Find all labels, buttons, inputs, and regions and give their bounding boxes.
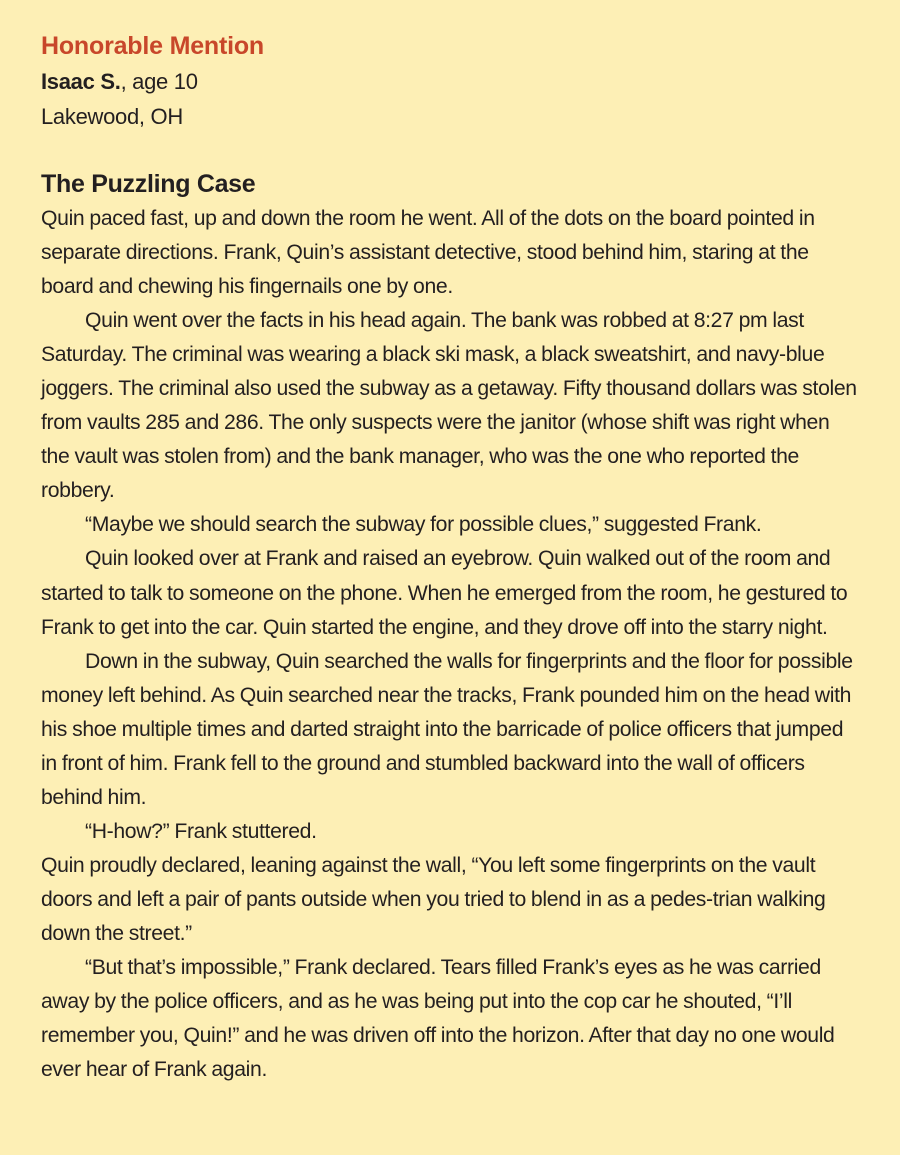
author-line — [41, 64, 858, 99]
author-location: Lakewood, OH — [41, 104, 183, 129]
story-body — [41, 202, 858, 1087]
story-paragraph: Down in the subway, Quin searched the walls for fingerprints and the floor for possible money left behind. As Quin searched near the tracks, Frank pounded him on the head with his shoe multiple times and darted straight into the barricade of police officers that jumped in front of him. Frank fell to the ground and stumbled backward into the wall of officers behind him. — [41, 649, 853, 809]
story-paragraph: Quin looked over at Frank and raised an eyebrow. Quin walked out of the room and started to talk to someone on the phone. When he emerged from the room, he gestured to Frank to get into the car. Quin started the engine, and they drove off into the starry night. — [41, 547, 848, 639]
story-title: The Puzzling Case — [41, 170, 256, 198]
story-paragraph: “But that’s impossible,” Frank declared. Tears filled Frank’s eyes as he was carried away by the police officers, and as he was being put into the cop car he shouted, “I’ll remember you, Quin!” and he was driven off into the horizon. After that day no one would ever hear of Frank again. — [41, 956, 835, 1082]
author-age: , age 10 — [120, 69, 198, 94]
story-paragraph: “Maybe we should search the subway for possible clues,” suggested Frank. — [85, 513, 762, 537]
story-paragraph: “H-how?” Frank stuttered. — [85, 819, 317, 843]
author-name: Isaac S. — [41, 69, 121, 94]
story-paragraph: Quin went over the facts in his head again. The bank was robbed at 8:27 pm last Saturday. The criminal was wearing a black ski mask, a black sweatshirt, and navy-blue joggers. The criminal also used the subway as a getaway. Fifty thousand dollars was stolen from vaults 285 and 286. The only suspects were the janitor (whose shift was right when the vault was stolen from) and the bank manager, who was the one who reported the robbery. — [41, 309, 857, 503]
award-label: Honorable Mention — [41, 32, 264, 60]
story-paragraph: Quin paced fast, up and down the room he went. All of the dots on the board pointed in separate directions. Frank, Quin’s assistant detective, stood behind him, staring at the board and chewing his fingernails one by one. — [41, 207, 815, 299]
story-paragraph: Quin proudly declared, leaning against the wall, “You left some fingerprints on the vault doors and left a pair of pants outside when you tried to blend in as a pedes-trian walking down the street.” — [41, 853, 826, 945]
